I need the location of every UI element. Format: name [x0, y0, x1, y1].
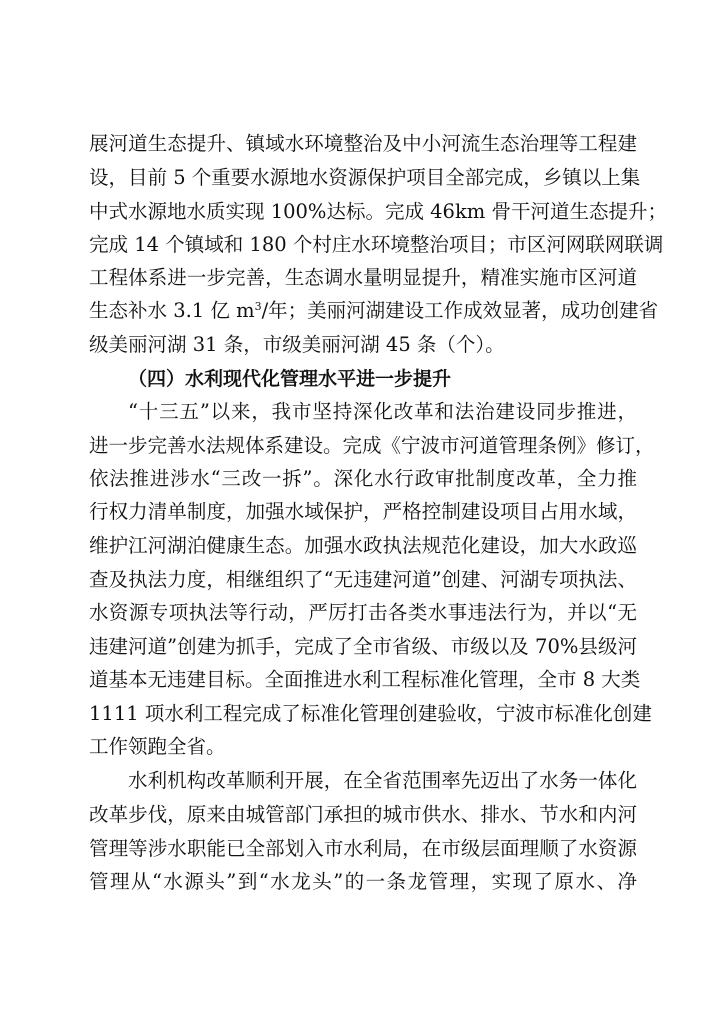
paragraph-1-line-3: 中式水源地水质实现 100%达标。完成 46km 骨干河道生态提升； — [89, 200, 667, 223]
paragraph-2-line-10: 1111 项水利工程完成了标准化管理创建验收，宁波市标准化创建 — [89, 702, 652, 725]
paragraph-2-line-7: 水资源专项执法等行动，严厉打击各类水事违法行为，并以“无 — [89, 601, 637, 624]
paragraph-1-line-6-head: 生态补水 3.1 亿 m — [89, 299, 255, 322]
paragraph-3-line-4: 管理从“水源头”到“水龙头”的一条龙管理，实现了原水、净 — [89, 870, 637, 893]
paragraph-1-line-4: 完成 14 个镇域和 180 个村庄水环境整治项目；市区河网联网联调 — [89, 233, 664, 256]
paragraph-1-line-5: 工程体系进一步完善，生态调水量明显提升，精准实施市区河道 — [89, 266, 637, 289]
paragraph-2-line-1: “十三五”以来，我市坚持深化改革和法治建设同步推进， — [128, 400, 637, 423]
section-heading: （四）水利现代化管理水平进一步提升 — [128, 368, 452, 390]
paragraph-1-line-1: 展河道生态提升、镇域水环境整治及中小河流生态治理等工程建 — [89, 132, 637, 155]
paragraph-1-line-6-tail: /年；美丽河湖建设工作成效显著，成功创建省 — [261, 299, 659, 322]
paragraph-3-line-2: 改革步伐，原来由城管部门承担的城市供水、排水、节水和内河 — [89, 803, 637, 826]
paragraph-1-line-7: 级美丽河湖 31 条，市级美丽河湖 45 条（个）。 — [89, 333, 505, 356]
superscript-cubic: 3 — [254, 300, 262, 313]
paragraph-2-line-2: 进一步完善水法规体系建设。完成《宁波市河道管理条例》修订， — [89, 434, 655, 457]
paragraph-2-line-8: 违建河道”创建为抓手，完成了全市省级、市级以及 70%县级河 — [89, 635, 637, 658]
paragraph-3-line-1: 水利机构改革顺利开展，在全省范围率先迈出了水务一体化 — [128, 769, 637, 792]
paragraph-1-line-2: 设，目前 5 个重要水源地水资源保护项目全部完成，乡镇以上集 — [89, 166, 641, 189]
paragraph-2-line-6: 查及执法力度，相继组织了“无违建河道”创建、河湖专项执法、 — [89, 568, 637, 591]
paragraph-2-line-3: 依法推进涉水“三改一拆”。深化水行政审批制度改革，全力推 — [89, 467, 637, 490]
paragraph-2-line-4: 行权力清单制度，加强水域保护，严格控制建设项目占用水域， — [89, 500, 637, 523]
paragraph-2-line-11: 工作领跑全省。 — [89, 735, 226, 758]
paragraph-2-line-9: 道基本无违建目标。全面推进水利工程标准化管理，全市 8 大类 — [89, 668, 641, 691]
paragraph-2-line-5: 维护江河湖泊健康生态。加强水政执法规范化建设，加大水政巡 — [89, 534, 637, 557]
paragraph-3-line-3: 管理等涉水职能已全部划入市水利局，在市级层面理顺了水资源 — [89, 837, 637, 860]
paragraph-1-line-6 — [89, 296, 659, 326]
